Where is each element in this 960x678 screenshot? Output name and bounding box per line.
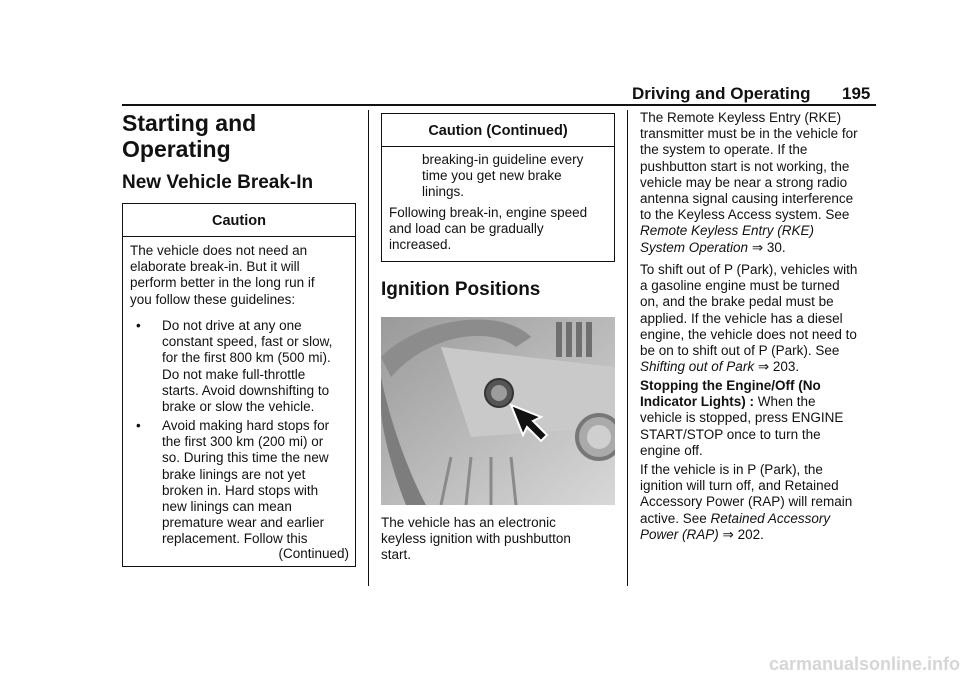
- caution-para: Following break-in, engine speed and load can be gradually increased.: [389, 205, 588, 253]
- watermark: carmanualsonline.info: [768, 654, 960, 674]
- caution-box: [122, 203, 356, 567]
- page-ref: ⇒ 202.: [722, 526, 764, 542]
- ignition-intro: The vehicle has an electronic keyless ignition with pushbutton start.: [381, 515, 571, 563]
- page-number: 195: [842, 84, 871, 103]
- rap-paragraph: If the vehicle is in P (Park), the ignition will turn off, and Retained Accessory Power (RAP) will remain active. See Retained Accessory Power (RAP) ⇒ 202.: [640, 462, 853, 542]
- rap-link[interactable]: Power (RAP): [640, 526, 719, 542]
- subsection-heading: New Vehicle Break-In: [122, 172, 314, 193]
- ignition-photo: [381, 317, 615, 505]
- bullet-mark: •: [136, 418, 141, 433]
- column-divider-2: [627, 110, 628, 586]
- header-rule: [122, 104, 876, 106]
- continued-label: (Continued): [278, 546, 349, 561]
- running-header-title: Driving and Operating: [632, 84, 811, 103]
- rke-link[interactable]: Remote Keyless Entry (RKE): [640, 223, 815, 239]
- bullet-text: Avoid making hard stops for the first 300 km (200 mi) or so. During this time the new brake linings are not yet broken in. Hard stops with new linings can mean premature wear and earlier replacement. Follow this: [162, 418, 330, 547]
- shift-link[interactable]: Shifting out of Park: [640, 359, 755, 375]
- caution-box-continued: [381, 113, 615, 262]
- bullet-mark: •: [136, 318, 141, 333]
- caution-title: Caution: [212, 213, 266, 229]
- caution-title-rule: [123, 236, 355, 237]
- shift-paragraph: To shift out of P (Park), vehicles with a gasoline engine must be turned on, and the brake pedal must be applied. If the vehicle has a diesel engine, the vehicle does not need to be on to shift out of P (Park). See Shifting out of Park ⇒ 203.: [640, 262, 858, 375]
- stop-engine-paragraph: Stopping the Engine/Off (No Indicator Lights) : When the vehicle is stopped, press ENGINE START/STOP once to turn the engine off.: [640, 378, 844, 458]
- section-heading: Starting and Operating: [122, 110, 257, 162]
- rke-link[interactable]: System Operation: [640, 239, 749, 255]
- page-ref: ⇒ 30.: [751, 239, 786, 255]
- page-ref: ⇒ 203.: [757, 359, 800, 375]
- caution-intro: The vehicle does not need an elaborate break-in. But it will perform better in the long run if you follow these guidelines:: [130, 243, 315, 307]
- subsection-heading: Ignition Positions: [381, 279, 541, 300]
- caution-title: Caution (Continued): [428, 123, 568, 139]
- dashboard-illustration: [381, 317, 615, 505]
- rap-link[interactable]: Retained Accessory: [710, 510, 831, 526]
- rke-paragraph: The Remote Keyless Entry (RKE) transmitter must be in the vehicle for the system to operate. If the pushbutton start is not working, the vehicle may be near a strong radio antenna signal causing interference to the Keyless Access system. See Remote Keyless Entry (RKE) System Operation ⇒ 30.: [640, 110, 858, 255]
- column-divider-1: [368, 110, 369, 586]
- caution-continued-text: breaking-in guideline every time you get new brake linings.: [422, 152, 584, 200]
- bullet-text: Do not drive at any one constant speed, fast or slow, for the first 800 km (500 mi). Do not make full-throttle starts. Avoid downshifting to brake or slow the vehicle.: [162, 318, 333, 415]
- caution-title-rule: [382, 146, 614, 147]
